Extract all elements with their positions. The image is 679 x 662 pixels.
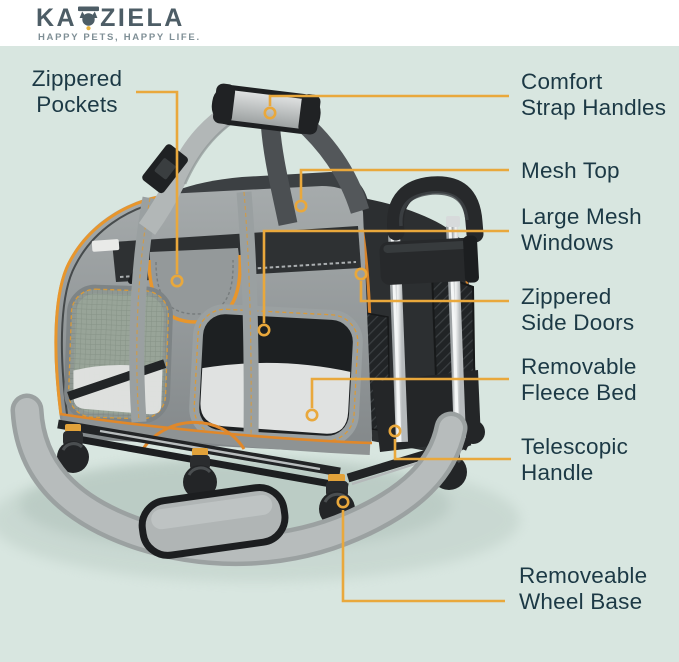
mesh-window-left — [68, 288, 169, 419]
callout-zippered-side-doors: Zippered Side Doors — [521, 284, 635, 335]
logo-text-right: ZIELA — [100, 3, 185, 32]
callout-removable-fleece-bed: Removable Fleece Bed — [521, 354, 637, 405]
brand-tagline: HAPPY PETS, HAPPY LIFE. — [38, 32, 201, 43]
callout-zippered-pockets: Zippered Pockets — [31, 66, 123, 117]
cat-t-icon — [78, 4, 99, 31]
callout-mesh-top: Mesh Top — [521, 158, 620, 183]
callout-removeable-wheel-base: Removeable Wheel Base — [519, 563, 648, 614]
brand-tag — [92, 239, 120, 252]
brand-band — [0, 0, 679, 46]
callout-telescopic-handle: Telescopic Handle — [521, 434, 629, 485]
brand-logo — [36, 4, 185, 32]
callout-comfort-strap-handles: Comfort Strap Handles — [521, 69, 667, 120]
carrier-front-face — [54, 186, 372, 453]
mesh-window-right — [193, 308, 359, 442]
callout-large-mesh-windows: Large Mesh Windows — [521, 204, 642, 255]
logo-text-left: KA — [36, 3, 78, 32]
fleece-bed-right — [199, 359, 350, 435]
handle-lock-block — [379, 235, 479, 287]
